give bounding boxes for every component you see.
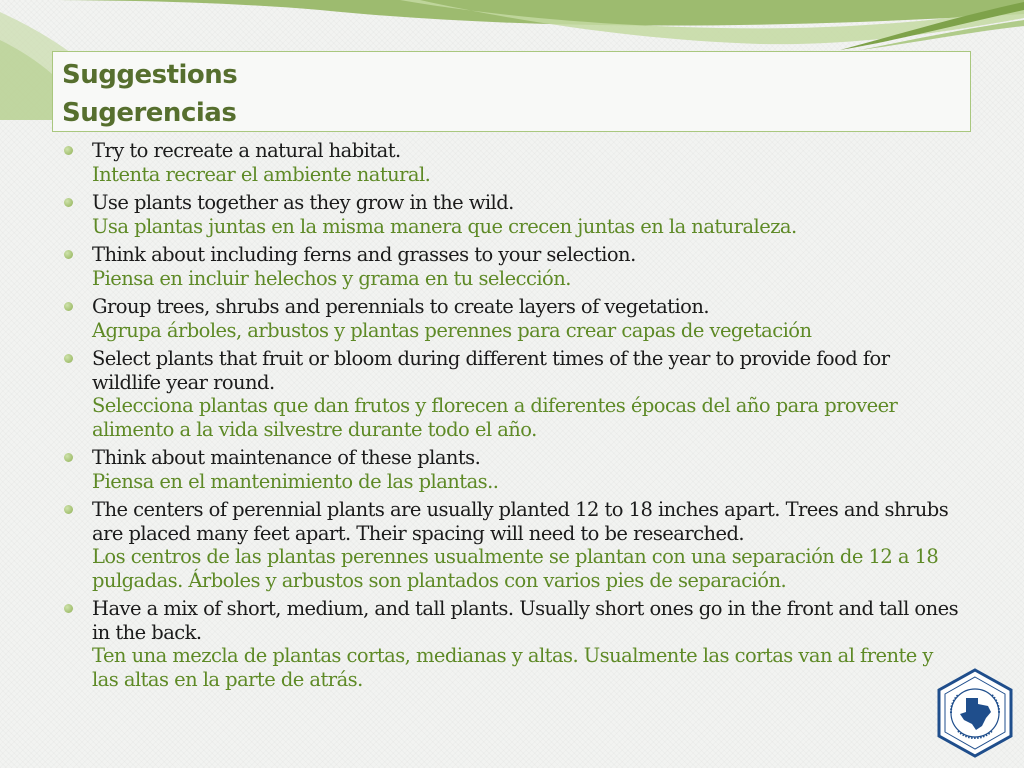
bullet-text-english: Think about maintenance of these plants.: [92, 446, 481, 469]
bullet-text-english: Have a mix of short, medium, and tall plants. Usually short ones go in the front and tall ones in the back.: [92, 597, 959, 644]
bullet-text-spanish: Selecciona plantas que dan frutos y florecen a diferentes épocas del año para proveer alimento a la vida silvestre durante todo el año.: [92, 394, 898, 441]
content-area: [62, 139, 962, 696]
bullet-dot-icon: [64, 250, 73, 259]
bullet-text-spanish: Intenta recrear el ambiente natural.: [92, 162, 431, 186]
title-english: Suggestions: [62, 60, 238, 90]
bullet-text-english: The centers of perennial plants are usually planted 12 to 18 inches apart. Trees and shrubs are placed many feet apart. Their spacing will need to be researched.: [92, 498, 949, 545]
bullet-text-english: Think about including ferns and grasses to your selection.: [92, 243, 636, 266]
title-box: [52, 51, 971, 132]
bullet-item-fruit-bloom: [62, 347, 962, 441]
bullet-text-english: Group trees, shrubs and perennials to create layers of vegetation.: [92, 295, 709, 318]
bullet-text-english: Select plants that fruit or bloom during different times of the year to provide food for wildlife year round.: [92, 347, 890, 394]
bullet-text-english: Try to recreate a natural habitat.: [92, 139, 401, 162]
bullet-dot-icon: [64, 505, 73, 514]
bullet-text-spanish: Ten una mezcla de plantas cortas, medianas y altas. Usualmente las cortas van al frente y las altas en la parte de atrás.: [92, 644, 933, 691]
bullet-text-english: Use plants together as they grow in the wild.: [92, 191, 514, 214]
title-spanish: Sugerencias: [62, 98, 237, 128]
bullet-dot-icon: [64, 302, 73, 311]
bullet-dot-icon: [64, 354, 73, 363]
bullet-dot-icon: [64, 604, 73, 613]
bullet-list: [62, 139, 962, 691]
bullet-item-heights: [62, 597, 962, 691]
bullet-item-wild-grouping: [62, 191, 962, 238]
bullet-text-spanish: Piensa en incluir helechos y grama en tu selección.: [92, 266, 571, 290]
bullet-text-spanish: Usa plantas juntas en la misma manera que crecen juntas en la naturaleza.: [92, 214, 797, 238]
bullet-item-layers: [62, 295, 962, 342]
bullet-dot-icon: [64, 146, 73, 155]
bullet-dot-icon: [64, 198, 73, 207]
bullet-item-maintenance: [62, 446, 962, 493]
bullet-dot-icon: [64, 453, 73, 462]
bullet-text-spanish: Los centros de las plantas perennes usualmente se plantan con una separación de 12 a 18 pulgadas. Árboles y arbustos son plantados con varios pies de separación.: [92, 545, 939, 592]
bullet-text-spanish: Agrupa árboles, arbustos y plantas perennes para crear capas de vegetación: [92, 318, 812, 342]
bullet-item-habitat: [62, 139, 962, 186]
bullet-item-spacing: [62, 498, 962, 592]
bullet-text-spanish: Piensa en el mantenimiento de las plantas..: [92, 469, 499, 493]
texas-seal-logo-icon: [936, 668, 1014, 758]
bullet-item-ferns-grasses: [62, 243, 962, 290]
